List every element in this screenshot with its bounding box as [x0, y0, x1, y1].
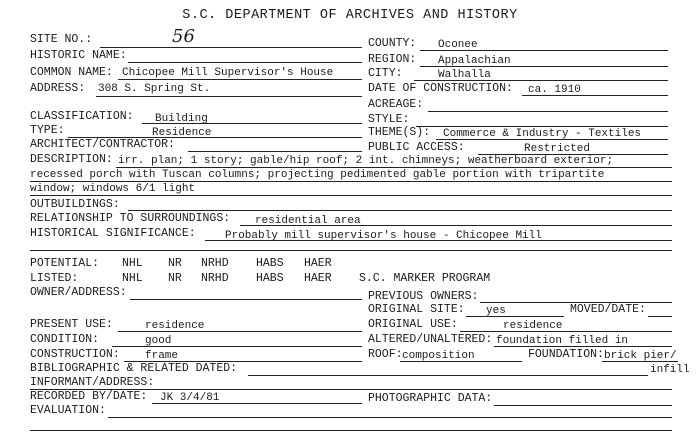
- moved-date-line: [648, 316, 672, 317]
- potential-habs[interactable]: HABS: [256, 257, 284, 270]
- section-divider: [30, 250, 672, 251]
- potential-nhl[interactable]: NHL: [122, 257, 143, 270]
- common-name-line: [118, 79, 362, 80]
- themes-line: [436, 139, 668, 140]
- description-line-2[interactable]: recessed porch with Tuscan columns; projecting pedimented gable portion with tripartite: [30, 169, 605, 181]
- original-use-label: ORIGINAL USE:: [368, 318, 458, 331]
- owner-address-label: OWNER/ADDRESS:: [30, 286, 127, 299]
- acreage-line: [428, 111, 668, 112]
- relationship-value[interactable]: residential area: [255, 215, 361, 227]
- foundation-line: [602, 361, 678, 362]
- original-use-value[interactable]: residence: [503, 320, 563, 332]
- recorded-by-value[interactable]: JK 3/4/81: [160, 392, 220, 404]
- address-label: ADDRESS:: [30, 82, 86, 95]
- city-value[interactable]: Walhalla: [438, 69, 491, 81]
- moved-date-label: MOVED/DATE:: [570, 303, 646, 316]
- altered-value[interactable]: foundation filled in: [496, 335, 629, 347]
- foundation-value-cont[interactable]: infill: [650, 364, 690, 376]
- county-line: [420, 50, 668, 51]
- common-name-label: COMMON NAME:: [30, 66, 113, 79]
- listed-habs[interactable]: HABS: [256, 272, 284, 285]
- public-access-value[interactable]: Restricted: [524, 143, 591, 155]
- previous-owners-label: PREVIOUS OWNERS:: [368, 290, 479, 303]
- description-underline-2: [30, 181, 672, 182]
- architect-label: ARCHITECT/CONTRACTOR:: [30, 138, 175, 151]
- owner-address-line: [130, 299, 362, 300]
- description-underline-1: [116, 167, 672, 168]
- historic-name-label: HISTORIC NAME:: [30, 49, 127, 62]
- date-of-construction-line: [522, 95, 668, 96]
- address-value[interactable]: 308 S. Spring St.: [98, 83, 211, 95]
- historic-name-line: [128, 62, 362, 63]
- recorded-by-line: [152, 403, 362, 404]
- photographic-data-label: PHOTOGRAPHIC DATA:: [368, 392, 493, 405]
- listed-nhl[interactable]: NHL: [122, 272, 143, 285]
- recorded-by-label: RECORDED BY/DATE:: [30, 390, 148, 403]
- listed-nr[interactable]: NR: [168, 272, 182, 285]
- classification-line: [142, 123, 362, 124]
- historical-significance-line: [205, 240, 672, 241]
- original-use-line: [460, 331, 672, 332]
- construction-label: CONSTRUCTION:: [30, 348, 120, 361]
- evaluation-line-2: [30, 430, 672, 431]
- city-line: [414, 80, 668, 81]
- style-label: STYLE:: [368, 113, 410, 126]
- description-line-1[interactable]: irr. plan; 1 story; gable/hip roof; 2 int. chimneys; weatherboard exterior;: [118, 155, 614, 167]
- foundation-value[interactable]: brick pier/: [604, 350, 677, 362]
- county-label: COUNTY:: [368, 37, 417, 50]
- condition-value[interactable]: good: [145, 335, 172, 347]
- themes-value[interactable]: Commerce & Industry - Textiles: [443, 128, 642, 140]
- original-site-line: [466, 316, 564, 317]
- evaluation-line: [108, 417, 672, 418]
- date-of-construction-value[interactable]: ca. 1910: [528, 84, 581, 96]
- original-site-value[interactable]: yes: [486, 305, 506, 317]
- potential-label: POTENTIAL:: [30, 257, 100, 270]
- roof-value[interactable]: composition: [402, 350, 475, 362]
- architect-line: [188, 151, 362, 152]
- condition-line: [112, 346, 362, 347]
- altered-line: [494, 346, 672, 347]
- type-label: TYPE:: [30, 124, 65, 137]
- description-label: DESCRIPTION:: [30, 153, 113, 166]
- region-value[interactable]: Appalachian: [438, 55, 511, 67]
- informant-label: INFORMANT/ADDRESS:: [30, 376, 155, 389]
- potential-haer[interactable]: HAER: [304, 257, 332, 270]
- county-value[interactable]: Oconee: [438, 39, 478, 51]
- construction-value[interactable]: frame: [145, 350, 179, 362]
- bibliographic-label: BIBLIOGRAPHIC & RELATED DATED:: [30, 362, 238, 375]
- potential-nrhd[interactable]: NRHD: [201, 257, 229, 270]
- potential-nr[interactable]: NR: [168, 257, 182, 270]
- site-no-label: SITE NO.:: [30, 33, 93, 46]
- condition-label: CONDITION:: [30, 333, 100, 346]
- original-site-label: ORIGINAL SITE:: [368, 303, 465, 316]
- outbuildings-label: OUTBUILDINGS:: [30, 198, 120, 211]
- roof-label: ROOF:: [368, 348, 403, 361]
- classification-label: CLASSIFICATION:: [30, 110, 134, 123]
- type-value[interactable]: Residence: [152, 127, 212, 139]
- public-access-label: PUBLIC ACCESS:: [368, 141, 465, 154]
- marker-program-label: S.C. MARKER PROGRAM: [359, 272, 491, 285]
- site-no-value[interactable]: 56: [172, 26, 195, 47]
- relationship-line: [240, 225, 672, 226]
- outbuildings-line: [128, 210, 672, 211]
- style-line: [416, 126, 668, 127]
- present-use-value[interactable]: residence: [145, 320, 205, 332]
- listed-nrhd[interactable]: NRHD: [201, 272, 229, 285]
- city-label: CITY:: [368, 67, 403, 80]
- bibliographic-line: [248, 375, 648, 376]
- relationship-label: RELATIONSHIP TO SURROUNDINGS:: [30, 212, 231, 225]
- roof-line: [400, 361, 522, 362]
- region-line: [420, 66, 668, 67]
- listed-label: LISTED:: [30, 272, 79, 285]
- photographic-data-line: [494, 405, 672, 406]
- site-no-line: [100, 47, 362, 48]
- altered-label: ALTERED/UNALTERED:: [368, 333, 493, 346]
- listed-haer[interactable]: HAER: [304, 272, 332, 285]
- historical-significance-label: HISTORICAL SIGNIFICANCE:: [30, 227, 196, 240]
- themes-label: THEME(S):: [368, 126, 431, 139]
- present-use-label: PRESENT USE:: [30, 318, 113, 331]
- description-line-3[interactable]: window; windows 6/1 light: [30, 183, 196, 195]
- form-title: S.C. DEPARTMENT OF ARCHIVES AND HISTORY: [182, 8, 518, 23]
- description-underline-3: [30, 195, 672, 196]
- date-of-construction-label: DATE OF CONSTRUCTION:: [368, 82, 513, 95]
- address-line: [96, 96, 362, 97]
- foundation-label: FOUNDATION:: [528, 348, 604, 361]
- present-use-line: [118, 331, 362, 332]
- region-label: REGION:: [368, 53, 417, 66]
- evaluation-label: EVALUATION:: [30, 404, 106, 417]
- historical-significance-value[interactable]: Probably mill supervisor's house - Chicopee Mill: [225, 230, 542, 242]
- acreage-label: ACREAGE:: [368, 98, 424, 111]
- common-name-value[interactable]: Chicopee Mill Supervisor's House: [122, 67, 334, 79]
- classification-value[interactable]: Building: [155, 113, 208, 125]
